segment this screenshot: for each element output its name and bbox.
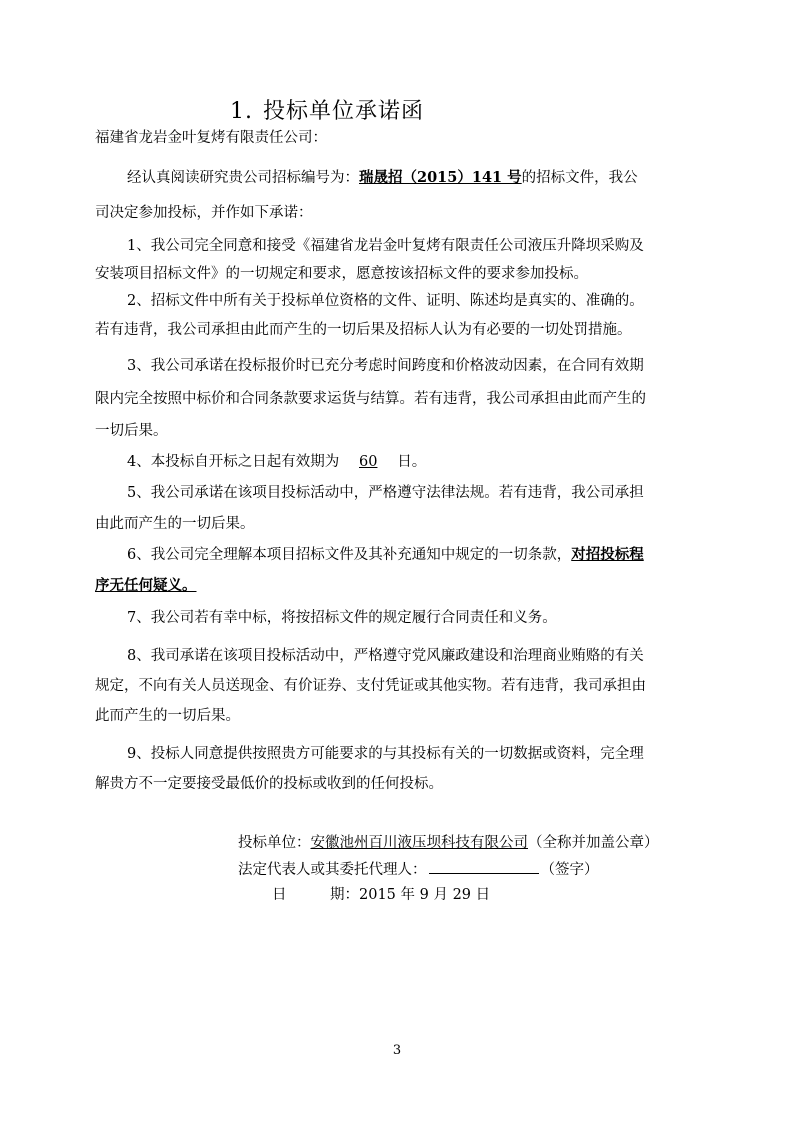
intro-line-2: 司决定参加投标，并作如下承诺：	[95, 205, 313, 221]
representative-label: 法定代表人或其委托代理人：	[238, 862, 427, 878]
bidder-unit-name: 安徽池州百川液压坝科技有限公司	[310, 835, 528, 851]
signature-blank	[429, 859, 539, 874]
item-6-line-1	[127, 545, 644, 565]
item-3-line-3: 一切后果。	[95, 423, 168, 439]
representative-note: （签字）	[540, 862, 599, 878]
item-5-line-2: 由此而产生的一切后果。	[95, 516, 255, 532]
item-7-line-1: 7、我公司若有幸中标，将按招标文件的规定履行合同责任和义务。	[127, 610, 557, 626]
intro-after: 的招标文件，我公	[521, 170, 638, 186]
title-number: 1.	[230, 99, 253, 124]
representative	[238, 859, 599, 880]
bidder-unit-note: （全称并加盖公章）	[528, 835, 659, 851]
bidder-unit-label: 投标单位：	[238, 835, 311, 851]
intro-before: 经认真阅读研究贵公司招标编号为：	[127, 170, 359, 186]
item-4-before: 4、本投标自开标之日起有效期为	[127, 454, 340, 470]
item-2-line-2: 若有违背，我公司承担由此而产生的一切后果及招标人认为有必要的一切处罚措施。	[95, 322, 632, 338]
intro-line-1	[127, 168, 638, 188]
validity-days: 60	[359, 454, 378, 470]
item-3-line-2: 限内完全按照中标价和合同条款要求运货与结算。若有违背，我公司承担由此而产生的	[95, 391, 646, 407]
date-label: 日 期：	[272, 887, 359, 903]
tender-code: 瑞晟招（2015）141 号	[359, 169, 522, 186]
item-2-line-1: 2、招标文件中所有关于投标单位资格的文件、证明、陈述均是真实的、准确的。	[127, 293, 644, 309]
item-6-line-2: 序无任何疑义。	[95, 577, 197, 594]
sign-date	[272, 885, 490, 905]
item-6-before: 6、我公司完全理解本项目招标文件及其补充通知中规定的一切条款，	[127, 547, 572, 563]
page-number: 3	[392, 1043, 402, 1058]
item-8-line-2: 规定，不向有关人员送现金、有价证券、支付凭证或其他实物。若有违背，我司承担由	[95, 678, 646, 694]
date-value: 2015 年 9 月 29 日	[359, 887, 491, 903]
salutation: 福建省龙岩金叶复烤有限责任公司：	[95, 130, 327, 146]
item-1-line-2: 安装项目招标文件》的一切规定和要求，愿意按该招标文件的要求参加投标。	[95, 266, 588, 282]
bidder-unit	[238, 833, 659, 853]
item-5-line-1: 5、我公司承诺在该项目投标活动中，严格遵守法律法规。若有违背，我公司承担	[127, 485, 644, 501]
title-text: 投标单位承诺函	[263, 99, 425, 124]
item-4-after: 日。	[397, 454, 427, 470]
item-1-line-1: 1、我公司完全同意和接受《福建省龙岩金叶复烤有限责任公司液压升降坝采购及	[127, 238, 644, 254]
item-9-line-2: 解贵方不一定要接受最低价的投标或收到的任何投标。	[95, 776, 443, 792]
item-8-line-1: 8、我司承诺在该项目投标活动中，严格遵守党风廉政建设和治理商业贿赂的有关	[127, 648, 644, 664]
item-8-line-3: 此而产生的一切后果。	[95, 708, 240, 724]
item-6-bold-1: 对招投标程	[571, 546, 644, 563]
item-4	[127, 452, 426, 472]
item-3-line-1: 3、我公司承诺在投标报价时已充分考虑时间跨度和价格波动因素，在合同有效期	[127, 358, 644, 374]
item-9-line-1: 9、投标人同意提供按照贵方可能要求的与其投标有关的一切数据或资料，完全理	[127, 746, 644, 762]
page-title	[230, 94, 424, 125]
